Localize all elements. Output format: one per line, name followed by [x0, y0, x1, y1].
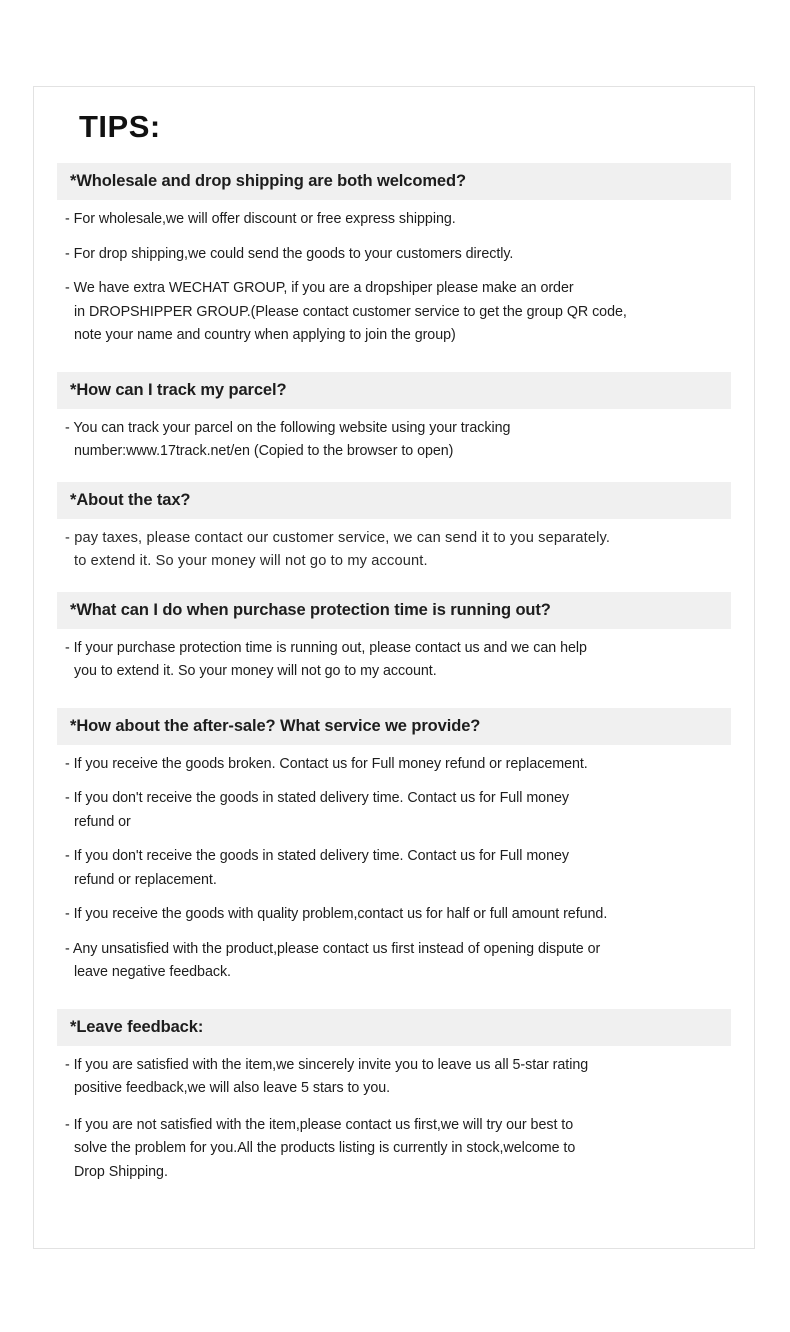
- section-heading-wholesale: *Wholesale and drop shipping are both welcomed?: [57, 163, 731, 200]
- list-item: [65, 1114, 731, 1185]
- line-text: - If your purchase protection time is running out, please contact us and we can help: [65, 639, 587, 656]
- line-text: - If you receive the goods broken. Contact us for Full money refund or replacement.: [65, 755, 588, 772]
- list-item: [65, 938, 731, 985]
- line-text: - For wholesale,we will offer discount or free express shipping.: [65, 211, 456, 227]
- page-title: TIPS:: [79, 109, 161, 144]
- section-heading-tracking: *How can I track my parcel?: [57, 372, 731, 409]
- list-item: [65, 637, 731, 684]
- line-text: solve the problem for you.All the products listing is currently in stock,welcome to: [74, 1140, 576, 1156]
- tips-card: [33, 86, 755, 1249]
- line-text: - You can track your parcel on the following website using your tracking: [65, 419, 511, 436]
- line-text: number:www.17track.net/en (Copied to the browser to open): [74, 443, 454, 459]
- list-item: [65, 527, 731, 574]
- line-text: you to extend it. So your money will not go to my account.: [74, 663, 437, 679]
- list-item: [65, 243, 731, 267]
- line-text: leave negative feedback.: [74, 964, 231, 980]
- line-text: - For drop shipping,we could send the goods to your customers directly.: [65, 245, 514, 262]
- line-text: in DROPSHIPPER GROUP.(Please contact customer service to get the group QR code,: [74, 303, 627, 320]
- line-text: - pay taxes, please contact our customer service, we can send it to you separately.: [65, 529, 611, 546]
- section-body-purchase-protection: [57, 637, 731, 684]
- line-text: - Any unsatisfied with the product,please contact us first instead of opening dispute or: [65, 940, 601, 957]
- line-text: Drop Shipping.: [74, 1163, 168, 1180]
- line-text: - If you are satisfied with the item,we sincerely invite you to leave us all 5-star rating: [65, 1056, 589, 1073]
- line-text: - If you receive the goods with quality problem,contact us for half or full amount refund.: [65, 906, 608, 922]
- section-heading-tax: *About the tax?: [57, 482, 731, 519]
- list-item: [65, 417, 731, 464]
- line-text: - If you don't receive the goods in stated delivery time. Contact us for Full money: [65, 848, 569, 864]
- list-item: [65, 845, 731, 892]
- list-item: [65, 1054, 731, 1101]
- line-text: refund or replacement.: [74, 871, 217, 888]
- line-text: note your name and country when applying to join the group): [74, 327, 456, 343]
- line-text: to extend it. So your money will not go to my account.: [74, 553, 428, 569]
- line-text: - If you are not satisfied with the item,please contact us first,we will try our best to: [65, 1116, 574, 1133]
- section-body-feedback: [57, 1054, 731, 1185]
- list-item: [65, 903, 731, 927]
- section-body-after-sale: [57, 753, 731, 985]
- section-body-tracking: [57, 417, 731, 464]
- tips-content: [34, 87, 754, 1184]
- line-text: - If you don't receive the goods in stated delivery time. Contact us for Full money: [65, 790, 569, 806]
- line-text: positive feedback,we will also leave 5 stars to you.: [74, 1080, 391, 1096]
- line-text: - We have extra WECHAT GROUP, if you are a dropshiper please make an order: [65, 280, 574, 296]
- section-body-wholesale: [57, 208, 731, 348]
- list-item: [65, 277, 731, 348]
- line-text: refund or: [74, 813, 131, 830]
- list-item: [65, 208, 731, 232]
- section-body-tax: [57, 527, 731, 574]
- list-item: [65, 753, 731, 777]
- list-item: [65, 787, 731, 834]
- section-heading-feedback: *Leave feedback:: [57, 1009, 731, 1046]
- section-heading-purchase-protection: *What can I do when purchase protection time is running out?: [57, 592, 731, 629]
- section-heading-after-sale: *How about the after-sale? What service we provide?: [57, 708, 731, 745]
